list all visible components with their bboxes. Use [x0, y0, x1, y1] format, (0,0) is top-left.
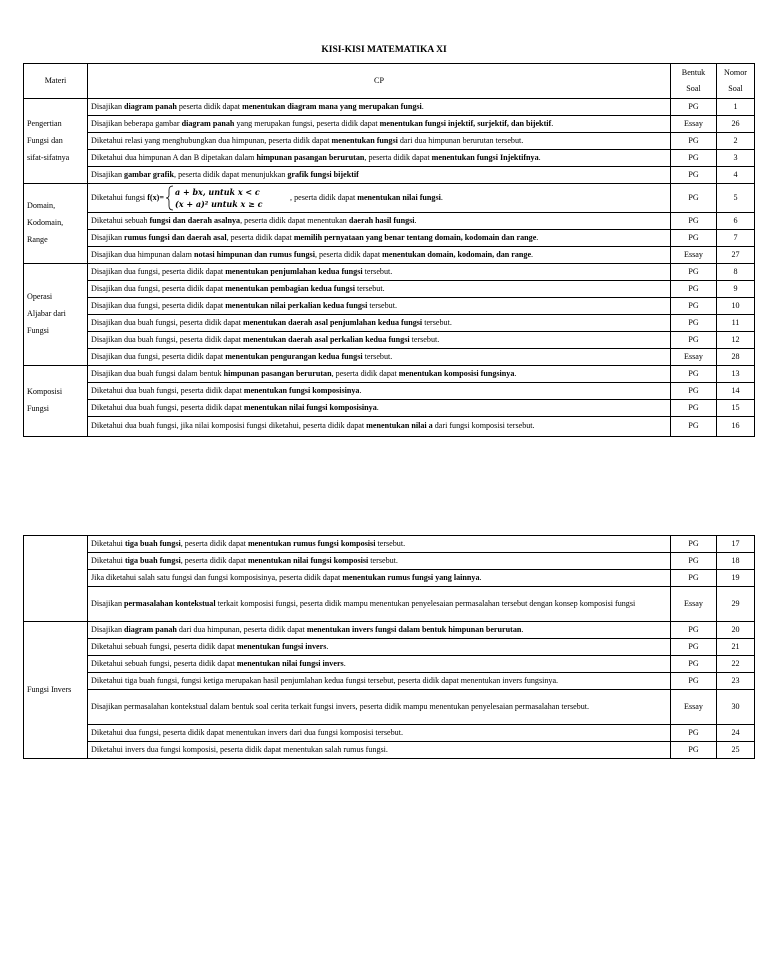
cp-cell	[88, 99, 671, 116]
cp-cell	[88, 622, 671, 639]
cp-text: .	[479, 572, 482, 582]
bentuk-soal-cell: PG	[671, 656, 717, 673]
cp-text: .	[538, 152, 541, 162]
bentuk-soal-cell: PG	[671, 570, 717, 587]
materi-line: Domain,	[27, 201, 56, 211]
cp-text: Disajikan	[91, 599, 125, 609]
materi-group-komposisi	[24, 366, 88, 437]
cp-text: tersebut.	[362, 351, 393, 361]
cp-text: .	[343, 658, 346, 668]
bentuk-soal-cell: PG	[671, 298, 717, 315]
cp-cell	[88, 213, 671, 230]
header-nomor-line1: Nomor	[724, 68, 747, 77]
cp-cell	[88, 417, 671, 437]
table-row	[24, 383, 755, 400]
materi-line: Aljabar dari	[27, 309, 66, 319]
cp-text: Diketahui invers dua fungsi komposisi, peserta didik dapat menentukan salah rumus fungsi.	[91, 744, 388, 754]
table-row	[24, 332, 755, 349]
cp-cell	[88, 281, 671, 298]
bentuk-soal-cell: PG	[671, 725, 717, 742]
cp-text: Disajikan dua fungsi, peserta didik dapat	[91, 300, 226, 310]
cp-text-bold: fungsi dan daerah asalnya	[149, 215, 241, 225]
cp-text: , peserta didik dapat	[180, 538, 248, 548]
cp-text-bold: permasalahan kontekstual	[124, 599, 216, 609]
bentuk-soal-cell: PG	[671, 673, 717, 690]
table-row	[24, 247, 755, 264]
cp-before-formula	[91, 193, 164, 202]
cp-text: , peserta didik dapat	[331, 368, 399, 378]
nomor-soal-cell: 19	[717, 570, 755, 587]
cp-cell	[88, 400, 671, 417]
cp-text-bold: f(x)=	[147, 193, 164, 203]
table-row	[24, 99, 755, 116]
table-row	[24, 553, 755, 570]
table-row	[24, 400, 755, 417]
cp-text-bold: menentukan fungsi komposisinya	[243, 385, 360, 395]
cp-text: , peserta didik dapat	[226, 232, 294, 242]
nomor-soal-cell: 4	[717, 167, 755, 184]
cp-text: Disajikan beberapa gambar	[91, 118, 182, 128]
cp-text: dari dua himpunan berurutan tersebut.	[397, 135, 524, 145]
cp-text-bold: grafik fungsi bijektif	[287, 169, 359, 179]
bentuk-soal-cell: Essay	[671, 690, 717, 725]
nomor-soal-cell: 16	[717, 417, 755, 437]
nomor-soal-cell: 6	[717, 213, 755, 230]
cp-text-bold: menentukan nilai fungsi komposisinya	[243, 402, 377, 412]
cp-text-bold: menentukan diagram mana yang merupakan fungsi	[242, 101, 422, 111]
nomor-soal-cell: 7	[717, 230, 755, 247]
cp-text: tersebut.	[362, 266, 393, 276]
cp-text-bold: menentukan penjumlahan kedua fungsi	[225, 266, 363, 276]
bentuk-soal-cell: PG	[671, 400, 717, 417]
materi-group-pengertian	[24, 99, 88, 184]
table-row	[24, 536, 755, 553]
table-row	[24, 230, 755, 247]
nomor-soal-cell: 22	[717, 656, 755, 673]
cp-text: .	[421, 101, 424, 111]
cp-text: Disajikan dua fungsi, peserta didik dapat	[91, 283, 226, 293]
cp-text: Jika diketahui salah satu fungsi dan fungsi komposisinya, peserta didik dapat	[91, 572, 343, 582]
header-bentuk-line2: Soal	[686, 84, 701, 94]
materi-line: Komposisi	[27, 387, 63, 397]
bentuk-soal-cell: PG	[671, 167, 717, 184]
cp-text: Disajikan dua fungsi, peserta didik dapat	[91, 351, 226, 361]
bentuk-soal-cell: Essay	[671, 116, 717, 133]
cp-cell	[88, 690, 671, 725]
nomor-soal-cell: 21	[717, 639, 755, 656]
cp-cell	[88, 167, 671, 184]
cp-text: Diketahui sebuah fungsi, peserta didik dapat	[91, 658, 237, 668]
table-row	[24, 417, 755, 437]
nomor-soal-cell: 15	[717, 400, 755, 417]
cp-text: Diketahui tiga buah fungsi, fungsi ketiga merupakan hasil penjumlahan kedua fungsi tersebut, peserta didik dapat menentukan invers fungsinya.	[91, 675, 559, 685]
cp-cell	[88, 264, 671, 281]
cp-text: .	[531, 249, 534, 259]
materi-continued-empty	[24, 536, 88, 622]
cp-text: Diketahui dua buah fungsi, jika nilai komposisi fungsi diketahui, peserta didik dapat	[91, 421, 367, 431]
table-row	[24, 315, 755, 332]
materi-group-invers: Fungsi Invers	[24, 622, 88, 759]
bentuk-soal-cell: PG	[671, 264, 717, 281]
cp-text-bold: menentukan pembagian kedua fungsi	[225, 283, 355, 293]
bentuk-soal-cell: PG	[671, 742, 717, 759]
bentuk-soal-cell: PG	[671, 366, 717, 383]
cp-text-bold: daerah hasil fungsi	[348, 215, 415, 225]
header-nomor-line2: Soal	[728, 84, 743, 94]
cp-cell	[88, 639, 671, 656]
cp-text-bold: himpunan pasangan berurutan	[256, 152, 365, 162]
cp-text: Diketahui sebuah	[91, 215, 150, 225]
header-bentuk-soal	[671, 64, 717, 99]
materi-group-domain	[24, 184, 88, 264]
cp-text: tersebut.	[368, 555, 398, 565]
cp-text: Disajikan	[91, 624, 125, 634]
cp-text-bold: menentukan domain, kodomain, dan range	[382, 249, 532, 259]
cp-cell	[88, 315, 671, 332]
cp-cell	[88, 298, 671, 315]
table-row	[24, 673, 755, 690]
nomor-soal-cell: 26	[717, 116, 755, 133]
table-row	[24, 167, 755, 184]
cp-cell	[88, 366, 671, 383]
cp-text-bold: tiga buah fungsi	[124, 538, 181, 548]
bentuk-soal-cell: PG	[671, 230, 717, 247]
cp-text: Diketahui	[91, 555, 125, 565]
cp-text-bold: menentukan fungsi injektif, surjektif, dan bijektif	[379, 118, 552, 128]
bentuk-soal-cell: PG	[671, 639, 717, 656]
cp-cell	[88, 383, 671, 400]
cp-text: tersebut.	[409, 334, 440, 344]
cp-text-bold: tiga buah fungsi	[124, 555, 181, 565]
nomor-soal-cell: 12	[717, 332, 755, 349]
bentuk-soal-cell: PG	[671, 213, 717, 230]
table-row	[24, 264, 755, 281]
nomor-soal-cell: 11	[717, 315, 755, 332]
table-row	[24, 150, 755, 167]
nomor-soal-cell: 13	[717, 366, 755, 383]
bentuk-soal-cell: Essay	[671, 349, 717, 366]
kisi-kisi-table-part-1	[23, 63, 755, 437]
cp-text-bold: menentukan fungsi Injektifnya	[431, 152, 539, 162]
cp-text: .	[514, 368, 517, 378]
cp-text-bold: diagram panah	[124, 101, 177, 111]
document-title: KISI-KISI MATEMATIKA XI	[321, 45, 447, 55]
nomor-soal-cell: 25	[717, 742, 755, 759]
cp-text-bold: menentukan daerah asal perkalian kedua fungsi	[242, 334, 410, 344]
cp-text-bold: menentukan komposisi fungsinya	[398, 368, 515, 378]
materi-line: Pengertian	[27, 118, 62, 128]
cp-cell	[88, 116, 671, 133]
cp-text: , peserta didik dapat	[180, 555, 248, 565]
cp-cell-formula	[88, 184, 671, 213]
cp-text: Disajikan dua buah fungsi, peserta didik dapat	[91, 317, 243, 327]
cp-text: , peserta didik dapat	[364, 152, 432, 162]
cp-text: , peserta didik dapat	[290, 193, 358, 203]
nomor-soal-cell: 2	[717, 133, 755, 150]
bentuk-soal-cell: PG	[671, 417, 717, 437]
materi-group-operasi	[24, 264, 88, 366]
cp-cell	[88, 349, 671, 366]
cp-text: , peserta didik dapat menunjukkan	[174, 169, 288, 179]
cp-text-bold: diagram panah	[181, 118, 235, 128]
cp-text-bold: menentukan nilai fungsi invers	[236, 658, 344, 668]
cp-text: Disajikan	[91, 232, 125, 242]
bentuk-soal-cell: PG	[671, 315, 717, 332]
table-row	[24, 366, 755, 383]
nomor-soal-cell: 29	[717, 587, 755, 622]
cp-text: Diketahui dua buah fungsi, peserta didik dapat	[91, 402, 244, 412]
bentuk-soal-cell: PG	[671, 553, 717, 570]
nomor-soal-cell: 18	[717, 553, 755, 570]
cp-cell	[88, 133, 671, 150]
table-row	[24, 349, 755, 366]
cp-text-bold: menentukan nilai perkalian kedua fungsi	[225, 300, 368, 310]
bentuk-soal-cell: PG	[671, 332, 717, 349]
cp-cell	[88, 332, 671, 349]
cp-text: Diketahui relasi yang menghubungkan dua himpunan, peserta didik dapat	[91, 135, 332, 145]
bentuk-soal-cell: PG	[671, 383, 717, 400]
nomor-soal-cell: 28	[717, 349, 755, 366]
cp-text: .	[376, 402, 379, 412]
cp-text: Disajikan dua himpunan dalam	[91, 249, 194, 259]
table-row	[24, 570, 755, 587]
cp-text-bold: menentukan invers fungsi dalam bentuk himpunan berurutan	[306, 624, 522, 634]
cp-text: Disajikan	[91, 101, 125, 111]
cp-cell	[88, 656, 671, 673]
cp-text-bold: menentukan rumus fungsi komposisi	[247, 538, 376, 548]
nomor-soal-cell: 23	[717, 673, 755, 690]
cp-cell	[88, 247, 671, 264]
bentuk-soal-cell: PG	[671, 622, 717, 639]
cp-text: tersebut.	[422, 317, 452, 327]
header-row	[24, 64, 755, 99]
cp-text: tersebut.	[367, 300, 397, 310]
cp-text: , peserta didik dapat menentukan	[240, 215, 349, 225]
nomor-soal-cell: 3	[717, 150, 755, 167]
cp-text: dari dua himpunan, peserta didik dapat	[176, 624, 307, 634]
materi-line: Range	[27, 235, 48, 245]
nomor-soal-cell: 27	[717, 247, 755, 264]
cp-text: Disajikan dua buah fungsi, peserta didik dapat	[91, 334, 243, 344]
cp-text: Diketahui dua buah fungsi, peserta didik dapat	[91, 385, 244, 395]
cp-text-bold: memilih pernyataan yang benar tentang domain, kodomain dan range	[293, 232, 537, 242]
cp-text: Disajikan dua fungsi, peserta didik dapat	[91, 266, 226, 276]
cp-cell	[88, 725, 671, 742]
nomor-soal-cell: 14	[717, 383, 755, 400]
cp-text: terkait komposisi fungsi, peserta didik mampu menentukan penyelesaian permasalahan tersebut dengan konsep komposisi fungsi	[215, 599, 636, 609]
header-nomor-soal	[717, 64, 755, 99]
cp-cell	[88, 536, 671, 553]
cp-text: Disajikan dua buah fungsi dalam bentuk	[91, 368, 224, 378]
cp-after-formula	[290, 193, 443, 202]
cp-text-bold: diagram panah	[124, 624, 177, 634]
bentuk-soal-cell: PG	[671, 536, 717, 553]
cp-cell	[88, 570, 671, 587]
cp-text: Diketahui sebuah fungsi, peserta didik dapat	[91, 641, 237, 651]
kisi-kisi-table-part-2	[23, 535, 755, 759]
cp-text-bold: notasi himpunan dan rumus fungsi	[193, 249, 315, 259]
nomor-soal-cell: 9	[717, 281, 755, 298]
cp-text-bold: himpunan pasangan berurutan	[223, 368, 332, 378]
materi-line: Fungsi	[27, 326, 50, 336]
nomor-soal-cell: 1	[717, 99, 755, 116]
nomor-soal-cell: 24	[717, 725, 755, 742]
cp-text: tersebut.	[375, 538, 406, 548]
cp-text: yang merupakan fungsi, peserta didik dapat	[234, 118, 380, 128]
cp-text: tersebut.	[354, 283, 385, 293]
cp-cell	[88, 553, 671, 570]
cp-text-bold: gambar grafik	[124, 169, 175, 179]
bentuk-soal-cell: Essay	[671, 587, 717, 622]
bentuk-soal-cell: Essay	[671, 247, 717, 264]
table-row	[24, 116, 755, 133]
table-row	[24, 742, 755, 759]
cp-cell	[88, 230, 671, 247]
bentuk-soal-cell: PG	[671, 99, 717, 116]
table-row	[24, 213, 755, 230]
cp-cell	[88, 742, 671, 759]
table-row	[24, 725, 755, 742]
materi-line: Fungsi	[27, 404, 50, 414]
table-row	[24, 184, 755, 213]
bentuk-soal-cell: PG	[671, 281, 717, 298]
cp-text: Diketahui	[91, 538, 125, 548]
table-row	[24, 298, 755, 315]
cp-text-bold: menentukan fungsi invers	[236, 641, 327, 651]
cp-text: .	[359, 385, 362, 395]
bentuk-soal-cell: PG	[671, 133, 717, 150]
header-materi: Materi	[24, 64, 88, 99]
materi-line: Fungsi dan	[27, 135, 63, 145]
cp-text-bold: menentukan daerah asal penjumlahan kedua fungsi	[242, 317, 423, 327]
table-row	[24, 622, 755, 639]
cp-text: .	[521, 624, 524, 634]
cp-text-bold: menentukan fungsi	[331, 135, 398, 145]
cp-text-bold: rumus fungsi dan daerah asal	[124, 232, 227, 242]
cp-cell	[88, 150, 671, 167]
formula-line-1: a + bx, untuk x < c	[174, 187, 260, 198]
materi-line: sifat-sifatnya	[27, 152, 70, 162]
table-row	[24, 639, 755, 656]
cp-cell	[88, 587, 671, 622]
nomor-soal-cell: 8	[717, 264, 755, 281]
cp-text: Diketahui dua fungsi, peserta didik dapat menentukan invers dari dua fungsi komposisi tersebut.	[91, 727, 403, 737]
table-row	[24, 656, 755, 673]
formula-line-2: (x + a)² untuk x ≥ c	[174, 199, 263, 210]
cp-text-bold: menentukan pengurangan kedua fungsi	[225, 351, 363, 361]
table-row	[24, 281, 755, 298]
cp-text-bold: menentukan nilai a	[366, 421, 433, 431]
cp-text: .	[440, 193, 443, 203]
cp-text: .	[326, 641, 329, 651]
bentuk-soal-cell: PG	[671, 150, 717, 167]
piecewise-formula	[166, 185, 288, 211]
table-row	[24, 690, 755, 725]
cp-text: Disajikan	[91, 169, 125, 179]
nomor-soal-cell: 5	[717, 184, 755, 213]
table-row	[24, 587, 755, 622]
cp-text: peserta didik dapat	[176, 101, 243, 111]
cp-text-bold: menentukan rumus fungsi yang lainnya	[342, 572, 480, 582]
nomor-soal-cell: 17	[717, 536, 755, 553]
cp-text: dari fungsi komposisi tersebut.	[432, 421, 535, 431]
cp-text: Diketahui dua himpunan A dan B dipetakan dalam	[91, 152, 257, 162]
cp-text: .	[414, 215, 417, 225]
nomor-soal-cell: 10	[717, 298, 755, 315]
cp-text: .	[536, 232, 539, 242]
header-cp: CP	[88, 64, 671, 99]
cp-text: Diketahui fungsi	[91, 193, 148, 203]
nomor-soal-cell: 20	[717, 622, 755, 639]
materi-line: Operasi	[27, 292, 53, 302]
table-row	[24, 133, 755, 150]
materi-line: Kodomain,	[27, 218, 64, 228]
cp-text: Disajikan permasalahan kontekstual dalam bentuk soal cerita terkait fungsi invers, peserta didik mampu menentukan penyelesaian permasalahan tersebut.	[91, 702, 590, 712]
piecewise-brace	[166, 185, 288, 211]
header-bentuk-line1: Bentuk	[681, 68, 706, 77]
nomor-soal-cell: 30	[717, 690, 755, 725]
cp-text: .	[551, 118, 554, 128]
cp-text-bold: menentukan nilai fungsi komposisi	[247, 555, 369, 565]
cp-cell	[88, 673, 671, 690]
cp-text-bold: menentukan nilai fungsi	[357, 193, 441, 203]
cp-text: , peserta didik dapat	[314, 249, 383, 259]
bentuk-soal-cell: PG	[671, 184, 717, 213]
